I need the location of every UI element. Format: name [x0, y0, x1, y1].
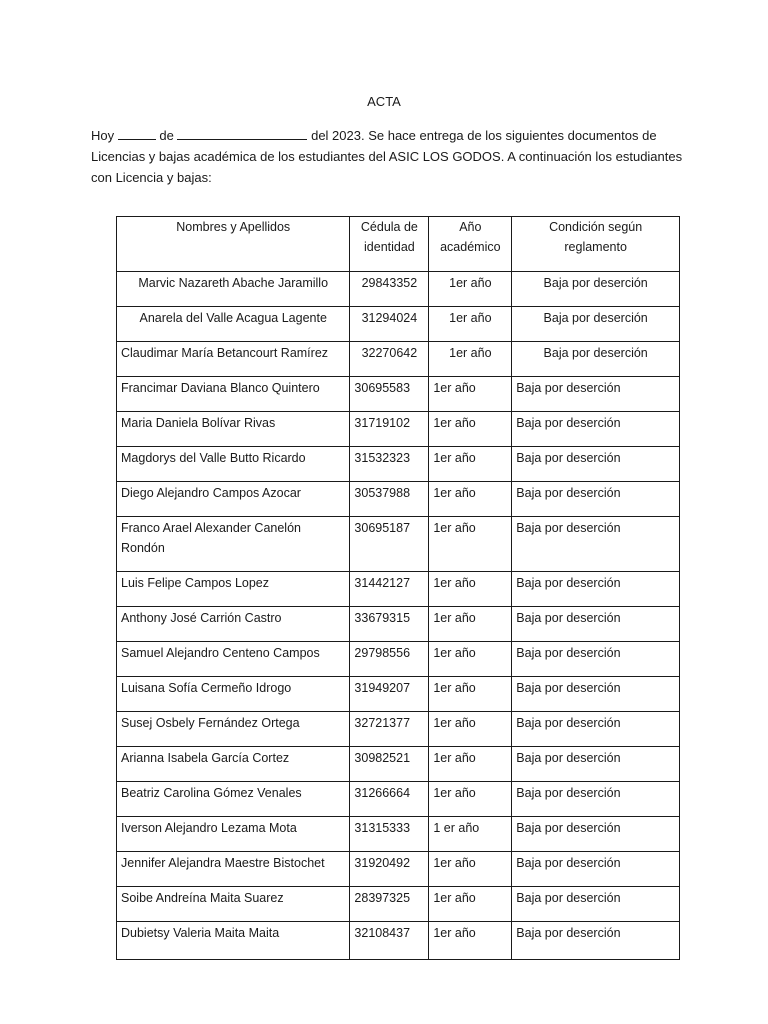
- cell-cedula: 29843352: [350, 272, 429, 307]
- cell-cedula: 29798556: [350, 642, 429, 677]
- cell-year: 1er año: [429, 712, 512, 747]
- table-row: [117, 307, 680, 342]
- table-row: [117, 782, 680, 817]
- cell-condition: Baja por deserción: [512, 482, 680, 517]
- cell-cedula: 32721377: [350, 712, 429, 747]
- table-row: [117, 922, 680, 960]
- table-row: [117, 677, 680, 712]
- cell-condition: Baja por deserción: [512, 377, 680, 412]
- cell-year: 1er año: [429, 852, 512, 887]
- table-row: [117, 887, 680, 922]
- cell-year: 1er año: [429, 922, 512, 960]
- table-row: [117, 642, 680, 677]
- cell-cedula: 32108437: [350, 922, 429, 960]
- cell-year: 1er año: [429, 377, 512, 412]
- students-table: [116, 216, 680, 960]
- month-blank-line: [177, 127, 307, 140]
- intro-text: del 2023. Se hace entrega de los siguientes documentos de Licencias y bajas académica de los estudiantes del ASIC LOS GODOS. A continuación los estudiantes con Licencia y bajas:: [91, 128, 683, 185]
- cell-name: Samuel Alejandro Centeno Campos: [117, 642, 350, 677]
- table-row: [117, 482, 680, 517]
- cell-cedula: 31442127: [350, 572, 429, 607]
- cell-name: Beatriz Carolina Gómez Venales: [117, 782, 350, 817]
- cell-cedula: 30695583: [350, 377, 429, 412]
- cell-year: 1er año: [429, 677, 512, 712]
- cell-year: 1er año: [429, 482, 512, 517]
- cell-name: Anarela del Valle Acagua Lagente: [117, 307, 350, 342]
- table-row: [117, 572, 680, 607]
- cell-name: Claudimar María Betancourt Ramírez: [117, 342, 350, 377]
- table-row: [117, 412, 680, 447]
- cell-condition: Baja por deserción: [512, 922, 680, 960]
- cell-condition: Baja por deserción: [512, 677, 680, 712]
- cell-year: 1 er año: [429, 817, 512, 852]
- cell-year: 1er año: [429, 607, 512, 642]
- table-row: [117, 272, 680, 307]
- header-condition: Condición según reglamento: [512, 217, 680, 272]
- cell-year: 1er año: [429, 887, 512, 922]
- cell-name: Maria Daniela Bolívar Rivas: [117, 412, 350, 447]
- cell-year: 1er año: [429, 517, 512, 572]
- table-header-row: [117, 217, 680, 272]
- cell-name: Iverson Alejandro Lezama Mota: [117, 817, 350, 852]
- table-row: [117, 377, 680, 412]
- cell-condition: Baja por deserción: [512, 887, 680, 922]
- cell-cedula: 30982521: [350, 747, 429, 782]
- intro-hoy: Hoy: [91, 128, 115, 143]
- cell-cedula: 28397325: [350, 887, 429, 922]
- cell-condition: Baja por deserción: [512, 572, 680, 607]
- cell-year: 1er año: [429, 782, 512, 817]
- cell-year: 1er año: [429, 572, 512, 607]
- cell-condition: Baja por deserción: [512, 747, 680, 782]
- cell-name: Magdorys del Valle Butto Ricardo: [117, 447, 350, 482]
- cell-name: Arianna Isabela García Cortez: [117, 747, 350, 782]
- cell-condition: Baja por deserción: [512, 447, 680, 482]
- cell-condition: Baja por deserción: [512, 712, 680, 747]
- cell-name: Franco Arael Alexander Canelón Rondón: [117, 517, 350, 572]
- cell-name: Francimar Daviana Blanco Quintero: [117, 377, 350, 412]
- table-row: [117, 517, 680, 572]
- intro-paragraph: [91, 125, 691, 188]
- cell-cedula: 31719102: [350, 412, 429, 447]
- cell-year: 1er año: [429, 747, 512, 782]
- day-blank-line: [118, 127, 156, 140]
- header-name: Nombres y Apellidos: [117, 217, 350, 272]
- table-row: [117, 852, 680, 887]
- cell-cedula: 31315333: [350, 817, 429, 852]
- cell-year: 1er año: [429, 307, 512, 342]
- cell-cedula: 31266664: [350, 782, 429, 817]
- document-title: ACTA: [367, 94, 401, 109]
- cell-condition: Baja por deserción: [512, 607, 680, 642]
- cell-year: 1er año: [429, 642, 512, 677]
- cell-year: 1er año: [429, 342, 512, 377]
- cell-year: 1er año: [429, 412, 512, 447]
- cell-cedula: 31949207: [350, 677, 429, 712]
- cell-name: Diego Alejandro Campos Azocar: [117, 482, 350, 517]
- cell-name: Jennifer Alejandra Maestre Bistochet: [117, 852, 350, 887]
- table-row: [117, 447, 680, 482]
- cell-year: 1er año: [429, 447, 512, 482]
- cell-condition: Baja por deserción: [512, 307, 680, 342]
- cell-name: Soibe Andreína Maita Suarez: [117, 887, 350, 922]
- header-cedula: Cédula de identidad: [350, 217, 429, 272]
- table-row: [117, 342, 680, 377]
- cell-condition: Baja por deserción: [512, 817, 680, 852]
- cell-name: Luis Felipe Campos Lopez: [117, 572, 350, 607]
- cell-condition: Baja por deserción: [512, 342, 680, 377]
- cell-condition: Baja por deserción: [512, 852, 680, 887]
- cell-cedula: 30695187: [350, 517, 429, 572]
- cell-name: Susej Osbely Fernández Ortega: [117, 712, 350, 747]
- cell-cedula: 31920492: [350, 852, 429, 887]
- table-row: [117, 712, 680, 747]
- cell-name: Luisana Sofía Cermeño Idrogo: [117, 677, 350, 712]
- cell-name: Dubietsy Valeria Maita Maita: [117, 922, 350, 960]
- cell-cedula: 32270642: [350, 342, 429, 377]
- cell-condition: Baja por deserción: [512, 642, 680, 677]
- cell-year: 1er año: [429, 272, 512, 307]
- header-year: Año académico: [429, 217, 512, 272]
- cell-condition: Baja por deserción: [512, 412, 680, 447]
- table-row: [117, 817, 680, 852]
- cell-condition: Baja por deserción: [512, 782, 680, 817]
- cell-name: Anthony José Carrión Castro: [117, 607, 350, 642]
- cell-cedula: 33679315: [350, 607, 429, 642]
- cell-condition: Baja por deserción: [512, 517, 680, 572]
- cell-cedula: 31294024: [350, 307, 429, 342]
- cell-name: Marvic Nazareth Abache Jaramillo: [117, 272, 350, 307]
- cell-condition: Baja por deserción: [512, 272, 680, 307]
- table-row: [117, 607, 680, 642]
- table-row: [117, 747, 680, 782]
- intro-de: de: [159, 128, 174, 143]
- cell-cedula: 31532323: [350, 447, 429, 482]
- cell-cedula: 30537988: [350, 482, 429, 517]
